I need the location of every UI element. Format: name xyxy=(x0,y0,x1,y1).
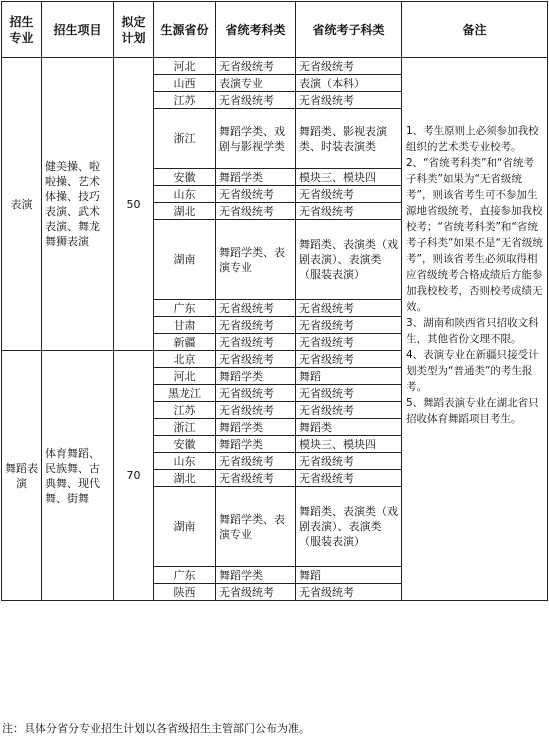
subcategory-cell: 无省级统考 xyxy=(296,300,402,317)
project-cell: 健美操、啦啦操、艺术体操、技巧表演、武术表演、舞龙舞狮表演 xyxy=(42,58,114,351)
category-cell: 无省级统考 xyxy=(216,300,296,317)
subcategory-cell: 无省级统考 xyxy=(296,453,402,470)
subcategory-cell: 舞蹈 xyxy=(296,368,402,385)
subcategory-cell: 无省级统考 xyxy=(296,385,402,402)
category-cell: 无省级统考 xyxy=(216,92,296,109)
province-cell: 河北 xyxy=(154,58,216,75)
province-cell: 山东 xyxy=(154,453,216,470)
province-cell: 黑龙江 xyxy=(154,385,216,402)
province-cell: 广东 xyxy=(154,567,216,584)
subcategory-cell: 无省级统考 xyxy=(296,334,402,351)
subcategory-cell: 舞蹈 xyxy=(296,567,402,584)
province-cell: 湖南 xyxy=(154,220,216,300)
category-cell: 无省级统考 xyxy=(216,186,296,203)
notes-cell: 1、考生原则上必须参加我校组织的艺术类专业校考。 2、“省统考科类”和“省统考子科类”如果为“无省级统考”，则该省考生可不参加生源地省级统考，直接参加我校校考；“省统考科类”和“省统考子科类”如果不是“无省级统考”，则该省考生必须取得相应省级统考合格成绩后方能参加我校校考，否则校考成绩无效。 3、湖南和陕西省只招收文科生，其他省份文理不限。 4、表演专业在新疆只接受计划类型为“普通类”的考生报考。 5、舞蹈表演专业在湖北省只招收体育舞蹈项目考生。 xyxy=(402,58,548,601)
category-cell: 无省级统考 xyxy=(216,402,296,419)
province-cell: 河北 xyxy=(154,368,216,385)
subcategory-cell: 表演（本科） xyxy=(296,75,402,92)
admissions-table xyxy=(1,1,548,601)
category-cell: 舞蹈学类 xyxy=(216,368,296,385)
province-cell: 安徽 xyxy=(154,436,216,453)
major-cell: 表演 xyxy=(2,58,42,351)
province-cell: 湖北 xyxy=(154,470,216,487)
province-cell: 北京 xyxy=(154,351,216,368)
category-cell: 舞蹈学类、表演专业 xyxy=(216,220,296,300)
province-cell: 湖南 xyxy=(154,487,216,567)
subcategory-cell: 无省级统考 xyxy=(296,317,402,334)
header-row xyxy=(2,2,548,58)
province-cell: 山西 xyxy=(154,75,216,92)
subcategory-cell: 无省级统考 xyxy=(296,402,402,419)
category-cell: 无省级统考 xyxy=(216,584,296,601)
subcategory-cell: 无省级统考 xyxy=(296,92,402,109)
header-major: 招生 专业 xyxy=(2,2,42,58)
province-cell: 湖北 xyxy=(154,203,216,220)
category-cell: 无省级统考 xyxy=(216,385,296,402)
province-cell: 甘肃 xyxy=(154,317,216,334)
category-cell: 无省级统考 xyxy=(216,453,296,470)
subcategory-cell: 无省级统考 xyxy=(296,584,402,601)
subcategory-cell: 无省级统考 xyxy=(296,58,402,75)
subcategory-cell: 舞蹈类、影视表演类、时装表演类 xyxy=(296,109,402,169)
province-cell: 广东 xyxy=(154,300,216,317)
province-cell: 江苏 xyxy=(154,92,216,109)
province-cell: 安徽 xyxy=(154,169,216,186)
subcategory-cell: 舞蹈类、表演类（戏剧表演）、表演类（服装表演） xyxy=(296,487,402,567)
header-project: 招生项目 xyxy=(42,2,114,58)
subcategory-cell: 无省级统考 xyxy=(296,470,402,487)
subcategory-cell: 舞蹈类 xyxy=(296,419,402,436)
subcategory-cell: 模块三、模块四 xyxy=(296,169,402,186)
province-cell: 江苏 xyxy=(154,402,216,419)
plan-cell: 50 xyxy=(114,58,154,351)
project-cell: 体育舞蹈、民族舞、古典舞、现代舞、街舞 xyxy=(42,351,114,601)
province-cell: 山东 xyxy=(154,186,216,203)
header-category: 省统考科类 xyxy=(216,2,296,58)
header-notes: 备注 xyxy=(402,2,548,58)
category-cell: 舞蹈学类 xyxy=(216,567,296,584)
category-cell: 无省级统考 xyxy=(216,203,296,220)
category-cell: 无省级统考 xyxy=(216,470,296,487)
header-plan: 拟定 计划 xyxy=(114,2,154,58)
table-row xyxy=(2,58,548,75)
category-cell: 无省级统考 xyxy=(216,351,296,368)
category-cell: 表演专业 xyxy=(216,75,296,92)
subcategory-cell: 模块三、模块四 xyxy=(296,436,402,453)
category-cell: 无省级统考 xyxy=(216,334,296,351)
province-cell: 浙江 xyxy=(154,419,216,436)
category-cell: 无省级统考 xyxy=(216,317,296,334)
category-cell: 舞蹈学类、戏剧与影视学类 xyxy=(216,109,296,169)
category-cell: 无省级统考 xyxy=(216,58,296,75)
province-cell: 新疆 xyxy=(154,334,216,351)
subcategory-cell: 无省级统考 xyxy=(296,203,402,220)
header-province: 生源省份 xyxy=(154,2,216,58)
category-cell: 舞蹈学类 xyxy=(216,169,296,186)
subcategory-cell: 无省级统考 xyxy=(296,351,402,368)
category-cell: 舞蹈学类、表演专业 xyxy=(216,487,296,567)
province-cell: 浙江 xyxy=(154,109,216,169)
subcategory-cell: 无省级统考 xyxy=(296,186,402,203)
header-subcategory: 省统考子科类 xyxy=(296,2,402,58)
category-cell: 舞蹈学类 xyxy=(216,436,296,453)
major-cell: 舞蹈表演 xyxy=(2,351,42,601)
footnote: 注：具体分省分专业招生计划以各省级招生主管部门公布为准。 xyxy=(2,722,310,735)
province-cell: 陕西 xyxy=(154,584,216,601)
plan-cell: 70 xyxy=(114,351,154,601)
category-cell: 舞蹈学类 xyxy=(216,419,296,436)
subcategory-cell: 舞蹈类、表演类（戏剧表演）、表演类（服装表演） xyxy=(296,220,402,300)
